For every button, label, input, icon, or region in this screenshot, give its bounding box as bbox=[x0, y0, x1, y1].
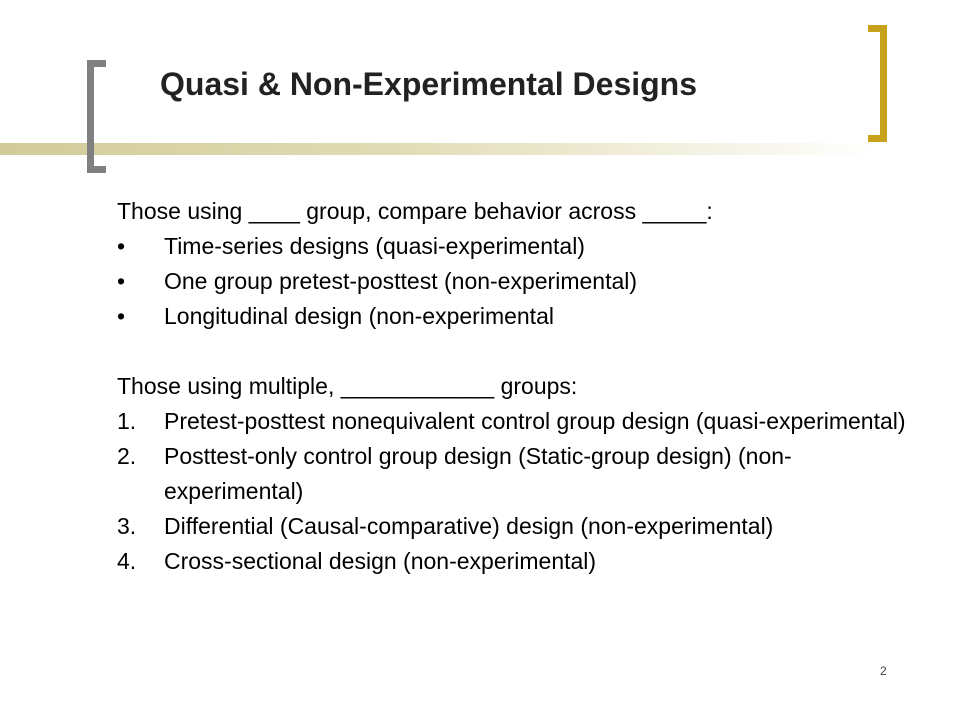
left-bracket-decoration bbox=[87, 60, 106, 173]
bullet-text: Longitudinal design (non-experimental bbox=[164, 303, 554, 329]
bullet-item bbox=[117, 264, 907, 299]
bullet-marker: • bbox=[117, 303, 126, 329]
slide-body bbox=[117, 194, 907, 579]
numbered-item bbox=[117, 509, 907, 544]
bullet-item bbox=[117, 299, 907, 334]
section-spacer bbox=[117, 334, 907, 369]
page-number: 2 bbox=[880, 664, 887, 678]
item-number: 1. bbox=[117, 408, 137, 434]
item-text: Pretest-posttest nonequivalent control group design (quasi-experimental) bbox=[164, 408, 906, 434]
section2-heading: Those using multiple, ____________ groups: bbox=[117, 373, 578, 399]
item-text: Cross-sectional design (non-experimental) bbox=[164, 548, 597, 574]
section1-heading: Those using ____ group, compare behavior across _____: bbox=[117, 198, 713, 224]
bullet-marker: • bbox=[117, 268, 126, 294]
bullet-text: One group pretest-posttest (non-experimental) bbox=[164, 268, 638, 294]
bullet-marker: • bbox=[117, 233, 126, 259]
item-text: Posttest-only control group design (Static-group design) (non-experimental) bbox=[164, 443, 792, 504]
numbered-item bbox=[117, 439, 907, 509]
bullet-item bbox=[117, 229, 907, 264]
item-number: 4. bbox=[117, 548, 137, 574]
numbered-item bbox=[117, 404, 907, 439]
title-underline-band bbox=[0, 143, 880, 155]
right-bracket-decoration bbox=[868, 25, 887, 142]
item-text: Differential (Causal-comparative) design (non-experimental) bbox=[164, 513, 774, 539]
numbered-item bbox=[117, 544, 907, 579]
item-number: 2. bbox=[117, 443, 137, 469]
item-number: 3. bbox=[117, 513, 137, 539]
slide-title: Quasi & Non-Experimental Designs bbox=[160, 66, 698, 102]
bullet-text: Time-series designs (quasi-experimental) bbox=[164, 233, 585, 259]
